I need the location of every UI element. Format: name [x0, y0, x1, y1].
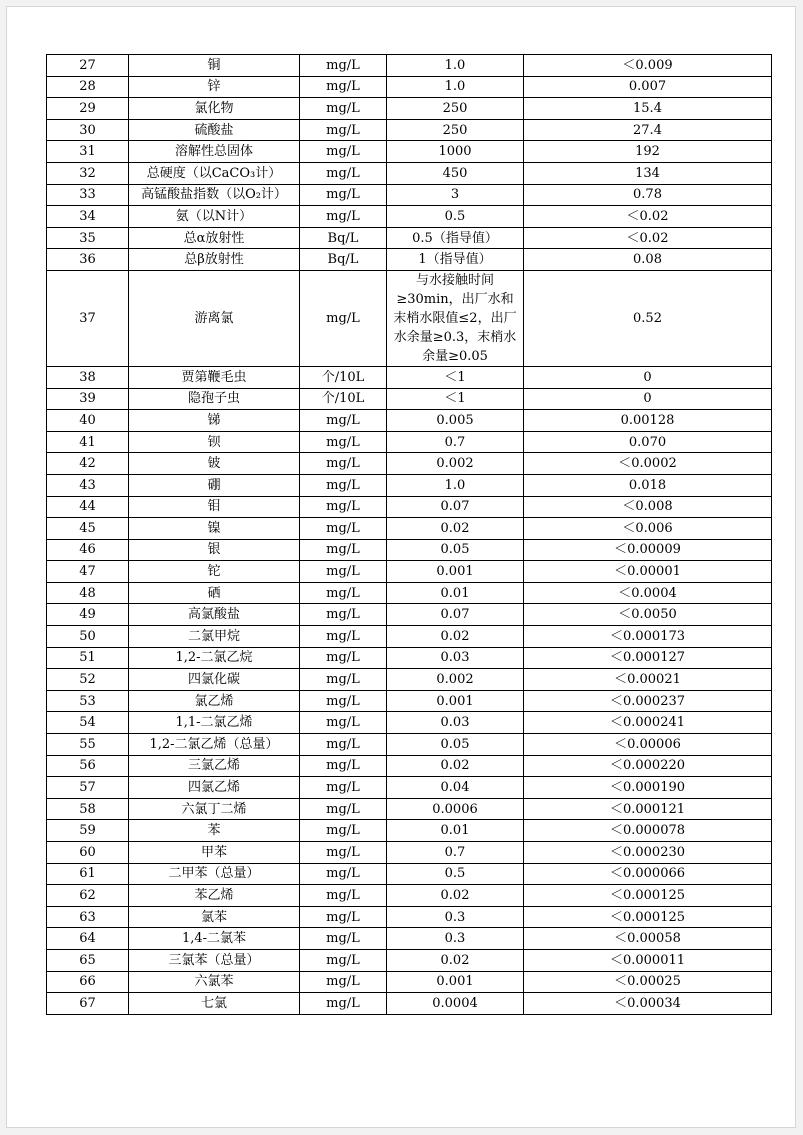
item-name-cell: 总β放射性 [129, 249, 300, 271]
row-number-cell: 27 [47, 55, 129, 77]
item-name-cell: 镍 [129, 518, 300, 540]
row-number-cell: 62 [47, 885, 129, 907]
table-row [47, 755, 772, 777]
test-result-cell: ＜0.0002 [524, 453, 772, 475]
document-page [6, 6, 796, 1128]
row-number-cell: 57 [47, 777, 129, 799]
table-row [47, 119, 772, 141]
unit-cell: mg/L [300, 712, 387, 734]
test-result-cell: ＜0.0004 [524, 582, 772, 604]
table-row [47, 734, 772, 756]
item-name-cell: 硒 [129, 582, 300, 604]
limit-value-cell: 0.01 [387, 820, 524, 842]
unit-cell: mg/L [300, 410, 387, 432]
limit-value-cell: 0.005 [387, 410, 524, 432]
limit-value-cell: 0.07 [387, 496, 524, 518]
limit-value-cell: 0.7 [387, 842, 524, 864]
limit-value-cell: 1.0 [387, 474, 524, 496]
table-row [47, 206, 772, 228]
row-number-cell: 38 [47, 366, 129, 388]
test-result-cell: 0.78 [524, 184, 772, 206]
unit-cell: mg/L [300, 141, 387, 163]
water-quality-table [46, 54, 772, 1015]
table-row [47, 561, 772, 583]
limit-value-cell: 0.02 [387, 755, 524, 777]
table-row [47, 798, 772, 820]
row-number-cell: 42 [47, 453, 129, 475]
unit-cell: 个/10L [300, 366, 387, 388]
table-row [47, 820, 772, 842]
unit-cell: Bq/L [300, 227, 387, 249]
test-result-cell: ＜0.008 [524, 496, 772, 518]
test-result-cell: ＜0.000078 [524, 820, 772, 842]
row-number-cell: 63 [47, 906, 129, 928]
test-result-cell: ＜0.00058 [524, 928, 772, 950]
item-name-cell: 铊 [129, 561, 300, 583]
test-result-cell: 15.4 [524, 98, 772, 120]
item-name-cell: 硫酸盐 [129, 119, 300, 141]
row-number-cell: 66 [47, 971, 129, 993]
item-name-cell: 高锰酸盐指数（以O₂计） [129, 184, 300, 206]
table-row [47, 971, 772, 993]
test-result-cell: ＜0.00025 [524, 971, 772, 993]
unit-cell: mg/L [300, 949, 387, 971]
item-name-cell: 甲苯 [129, 842, 300, 864]
test-result-cell: 0.00128 [524, 410, 772, 432]
row-number-cell: 32 [47, 162, 129, 184]
table-row [47, 431, 772, 453]
test-result-cell: ＜0.02 [524, 206, 772, 228]
row-number-cell: 55 [47, 734, 129, 756]
table-row [47, 669, 772, 691]
item-name-cell: 六氯苯 [129, 971, 300, 993]
table-row [47, 777, 772, 799]
unit-cell: mg/L [300, 76, 387, 98]
row-number-cell: 52 [47, 669, 129, 691]
unit-cell: mg/L [300, 755, 387, 777]
limit-value-cell: 0.0006 [387, 798, 524, 820]
test-result-cell: 0.018 [524, 474, 772, 496]
row-number-cell: 40 [47, 410, 129, 432]
limit-value-cell: 0.02 [387, 885, 524, 907]
limit-value-cell: 0.01 [387, 582, 524, 604]
row-number-cell: 43 [47, 474, 129, 496]
limit-value-cell: ＜1 [387, 366, 524, 388]
item-name-cell: 三氯乙烯 [129, 755, 300, 777]
item-name-cell: 四氯化碳 [129, 669, 300, 691]
unit-cell: mg/L [300, 820, 387, 842]
limit-value-cell: 0.001 [387, 690, 524, 712]
limit-value-cell: 450 [387, 162, 524, 184]
table-row [47, 518, 772, 540]
limit-value-cell: 0.5 [387, 206, 524, 228]
unit-cell: mg/L [300, 55, 387, 77]
limit-value-cell: ＜1 [387, 388, 524, 410]
test-result-cell: 192 [524, 141, 772, 163]
row-number-cell: 39 [47, 388, 129, 410]
unit-cell: mg/L [300, 993, 387, 1015]
test-result-cell: 134 [524, 162, 772, 184]
row-number-cell: 47 [47, 561, 129, 583]
limit-value-cell: 0.04 [387, 777, 524, 799]
test-result-cell: ＜0.00034 [524, 993, 772, 1015]
test-result-cell: ＜0.000011 [524, 949, 772, 971]
item-name-cell: 贾第鞭毛虫 [129, 366, 300, 388]
test-result-cell: 0 [524, 388, 772, 410]
item-name-cell: 锌 [129, 76, 300, 98]
test-result-cell: ＜0.000125 [524, 885, 772, 907]
limit-value-cell: 0.02 [387, 518, 524, 540]
unit-cell: mg/L [300, 842, 387, 864]
table-row [47, 993, 772, 1015]
row-number-cell: 59 [47, 820, 129, 842]
item-name-cell: 六氯丁二烯 [129, 798, 300, 820]
unit-cell: mg/L [300, 162, 387, 184]
unit-cell: mg/L [300, 604, 387, 626]
row-number-cell: 46 [47, 539, 129, 561]
test-result-cell: ＜0.000230 [524, 842, 772, 864]
table-row [47, 949, 772, 971]
row-number-cell: 41 [47, 431, 129, 453]
item-name-cell: 三氯苯（总量） [129, 949, 300, 971]
test-result-cell: ＜0.009 [524, 55, 772, 77]
item-name-cell: 二氯甲烷 [129, 626, 300, 648]
limit-value-cell: 250 [387, 98, 524, 120]
table-row [47, 55, 772, 77]
item-name-cell: 七氯 [129, 993, 300, 1015]
item-name-cell: 锑 [129, 410, 300, 432]
limit-value-cell: 0.002 [387, 453, 524, 475]
table-row [47, 863, 772, 885]
unit-cell: mg/L [300, 184, 387, 206]
table-row [47, 885, 772, 907]
table-row [47, 842, 772, 864]
item-name-cell: 隐孢子虫 [129, 388, 300, 410]
test-result-cell: 0.007 [524, 76, 772, 98]
item-name-cell: 溶解性总固体 [129, 141, 300, 163]
table-row [47, 474, 772, 496]
item-name-cell: 总α放射性 [129, 227, 300, 249]
limit-value-cell: 0.001 [387, 561, 524, 583]
table-row [47, 410, 772, 432]
limit-value-cell: 0.001 [387, 971, 524, 993]
table-row [47, 184, 772, 206]
limit-value-cell: 0.05 [387, 734, 524, 756]
test-result-cell: 0.070 [524, 431, 772, 453]
row-number-cell: 29 [47, 98, 129, 120]
unit-cell: mg/L [300, 582, 387, 604]
table-row [47, 249, 772, 271]
row-number-cell: 44 [47, 496, 129, 518]
row-number-cell: 54 [47, 712, 129, 734]
unit-cell: mg/L [300, 119, 387, 141]
row-number-cell: 50 [47, 626, 129, 648]
limit-value-cell: 1（指导值） [387, 249, 524, 271]
unit-cell: mg/L [300, 647, 387, 669]
table-row [47, 76, 772, 98]
test-result-cell: ＜0.02 [524, 227, 772, 249]
limit-value-cell: 0.07 [387, 604, 524, 626]
test-result-cell: ＜0.000066 [524, 863, 772, 885]
row-number-cell: 53 [47, 690, 129, 712]
row-number-cell: 64 [47, 928, 129, 950]
item-name-cell: 1,1-二氯乙烯 [129, 712, 300, 734]
limit-value-cell: 0.002 [387, 669, 524, 691]
item-name-cell: 高氯酸盐 [129, 604, 300, 626]
table-row [47, 539, 772, 561]
unit-cell: mg/L [300, 971, 387, 993]
test-result-cell: 0 [524, 366, 772, 388]
item-name-cell: 铜 [129, 55, 300, 77]
item-name-cell: 氯化物 [129, 98, 300, 120]
unit-cell: mg/L [300, 885, 387, 907]
table-row [47, 906, 772, 928]
item-name-cell: 银 [129, 539, 300, 561]
table-row [47, 647, 772, 669]
test-result-cell: 27.4 [524, 119, 772, 141]
unit-cell: mg/L [300, 453, 387, 475]
test-result-cell: ＜0.00021 [524, 669, 772, 691]
unit-cell: mg/L [300, 518, 387, 540]
table-row [47, 582, 772, 604]
limit-value-cell: 0.3 [387, 928, 524, 950]
table-row [47, 366, 772, 388]
test-result-cell: ＜0.006 [524, 518, 772, 540]
limit-value-cell: 1000 [387, 141, 524, 163]
item-name-cell: 四氯乙烯 [129, 777, 300, 799]
table-row [47, 690, 772, 712]
table-row [47, 604, 772, 626]
unit-cell: mg/L [300, 206, 387, 228]
limit-value-cell: 0.5（指导值） [387, 227, 524, 249]
test-result-cell: ＜0.000127 [524, 647, 772, 669]
table-row [47, 453, 772, 475]
table-row [47, 162, 772, 184]
row-number-cell: 31 [47, 141, 129, 163]
test-result-cell: ＜0.00001 [524, 561, 772, 583]
unit-cell: 个/10L [300, 388, 387, 410]
unit-cell: mg/L [300, 539, 387, 561]
row-number-cell: 58 [47, 798, 129, 820]
row-number-cell: 34 [47, 206, 129, 228]
test-result-cell: 0.08 [524, 249, 772, 271]
row-number-cell: 36 [47, 249, 129, 271]
test-result-cell: ＜0.000190 [524, 777, 772, 799]
unit-cell: mg/L [300, 906, 387, 928]
limit-value-cell: 0.02 [387, 626, 524, 648]
row-number-cell: 65 [47, 949, 129, 971]
unit-cell: mg/L [300, 496, 387, 518]
unit-cell: mg/L [300, 863, 387, 885]
limit-value-cell: 0.5 [387, 863, 524, 885]
row-number-cell: 49 [47, 604, 129, 626]
unit-cell: Bq/L [300, 249, 387, 271]
test-result-cell: ＜0.000173 [524, 626, 772, 648]
unit-cell: mg/L [300, 626, 387, 648]
table-row [47, 98, 772, 120]
test-result-cell: ＜0.000241 [524, 712, 772, 734]
table-row [47, 626, 772, 648]
unit-cell: mg/L [300, 431, 387, 453]
row-number-cell: 35 [47, 227, 129, 249]
table-row [47, 712, 772, 734]
unit-cell: mg/L [300, 98, 387, 120]
limit-value-cell: 0.7 [387, 431, 524, 453]
test-result-cell: ＜0.000121 [524, 798, 772, 820]
unit-cell: mg/L [300, 270, 387, 366]
row-number-cell: 56 [47, 755, 129, 777]
limit-value-cell: 0.03 [387, 712, 524, 734]
row-number-cell: 33 [47, 184, 129, 206]
unit-cell: mg/L [300, 734, 387, 756]
test-result-cell: ＜0.000220 [524, 755, 772, 777]
table-row [47, 141, 772, 163]
row-number-cell: 67 [47, 993, 129, 1015]
row-number-cell: 28 [47, 76, 129, 98]
row-number-cell: 37 [47, 270, 129, 366]
limit-value-cell: 0.02 [387, 949, 524, 971]
item-name-cell: 苯 [129, 820, 300, 842]
unit-cell: mg/L [300, 690, 387, 712]
table-row [47, 928, 772, 950]
row-number-cell: 30 [47, 119, 129, 141]
row-number-cell: 60 [47, 842, 129, 864]
item-name-cell: 钼 [129, 496, 300, 518]
item-name-cell: 二甲苯（总量） [129, 863, 300, 885]
row-number-cell: 45 [47, 518, 129, 540]
test-result-cell: ＜0.000125 [524, 906, 772, 928]
test-result-cell: ＜0.00009 [524, 539, 772, 561]
limit-value-cell: 1.0 [387, 76, 524, 98]
table-row [47, 227, 772, 249]
table-row [47, 270, 772, 366]
unit-cell: mg/L [300, 561, 387, 583]
item-name-cell: 氨（以N计） [129, 206, 300, 228]
limit-value-cell: 3 [387, 184, 524, 206]
test-result-cell: ＜0.000237 [524, 690, 772, 712]
row-number-cell: 61 [47, 863, 129, 885]
item-name-cell: 1,4-二氯苯 [129, 928, 300, 950]
limit-value-cell: 250 [387, 119, 524, 141]
item-name-cell: 硼 [129, 474, 300, 496]
limit-value-cell: 0.03 [387, 647, 524, 669]
unit-cell: mg/L [300, 928, 387, 950]
table-row [47, 496, 772, 518]
item-name-cell: 总硬度（以CaCO₃计） [129, 162, 300, 184]
limit-value-cell: 0.3 [387, 906, 524, 928]
item-name-cell: 苯乙烯 [129, 885, 300, 907]
unit-cell: mg/L [300, 798, 387, 820]
test-result-cell: ＜0.0050 [524, 604, 772, 626]
test-result-cell: ＜0.00006 [524, 734, 772, 756]
row-number-cell: 48 [47, 582, 129, 604]
test-result-cell: 0.52 [524, 270, 772, 366]
limit-value-cell: 与水接触时间≥30min，出厂水和末梢水限值≤2，出厂水余量≥0.3，末梢水余量≥0.05 [387, 270, 524, 366]
table-row [47, 388, 772, 410]
item-name-cell: 钡 [129, 431, 300, 453]
item-name-cell: 1,2-二氯乙烯（总量） [129, 734, 300, 756]
item-name-cell: 氯乙烯 [129, 690, 300, 712]
item-name-cell: 1,2-二氯乙烷 [129, 647, 300, 669]
table-body [47, 55, 772, 1015]
item-name-cell: 游离氯 [129, 270, 300, 366]
unit-cell: mg/L [300, 777, 387, 799]
limit-value-cell: 0.0004 [387, 993, 524, 1015]
item-name-cell: 铍 [129, 453, 300, 475]
unit-cell: mg/L [300, 474, 387, 496]
limit-value-cell: 1.0 [387, 55, 524, 77]
unit-cell: mg/L [300, 669, 387, 691]
row-number-cell: 51 [47, 647, 129, 669]
item-name-cell: 氯苯 [129, 906, 300, 928]
limit-value-cell: 0.05 [387, 539, 524, 561]
